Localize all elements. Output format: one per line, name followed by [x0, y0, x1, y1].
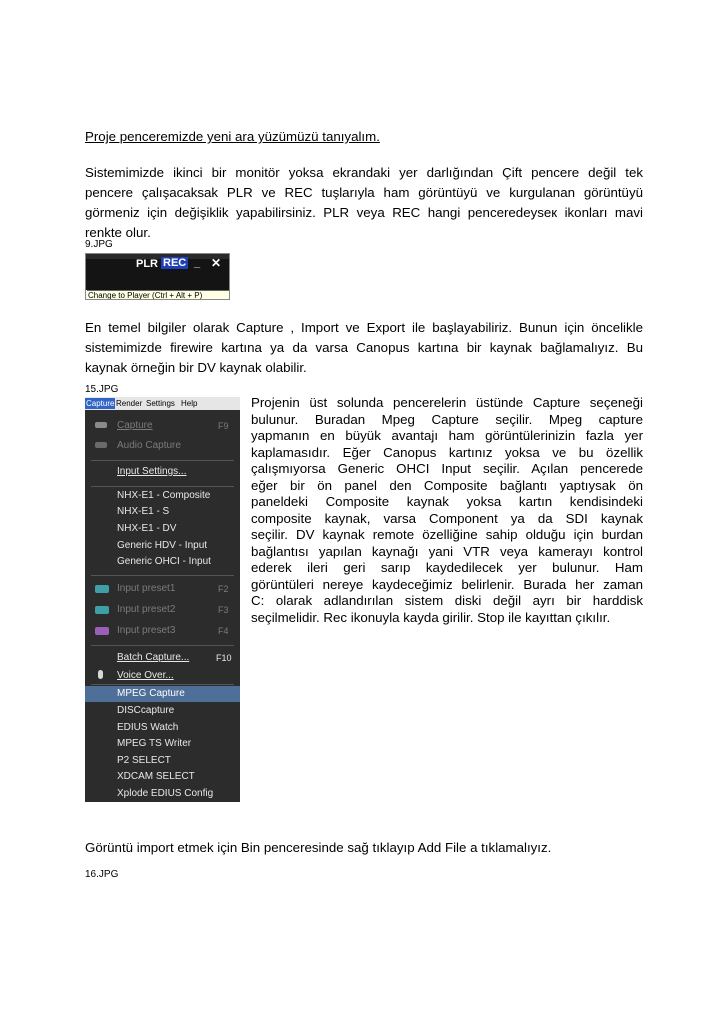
menu-item-mpeg-ts-writer[interactable]: MPEG TS Writer	[117, 738, 192, 749]
description-line: seçilir. DV kaynak remote özelliğine sahip olduğu için burdan	[251, 527, 643, 542]
menu-item-generic-hdv[interactable]: Generic HDV - Input	[117, 540, 208, 551]
capture-description	[251, 395, 643, 626]
basics-line: kaynak örneğin bir DV kaynak olabilir.	[85, 360, 307, 375]
description-line: bağlantısı yapılan kaynağı yani VTR veya kamerayı kontrol	[251, 543, 643, 559]
menu-item-disccapture[interactable]: DISCcapture	[117, 705, 175, 716]
import-paragraph: Görüntü import etmek için Bin penceresinde sağ tıklayıp Add File a tıklamalıyız.	[85, 840, 552, 855]
basics-paragraph	[85, 318, 643, 378]
window-titlebar	[86, 254, 230, 290]
figure-caption: 16.JPG	[85, 869, 119, 880]
menu-item-capture[interactable]: Capture F9	[85, 418, 240, 434]
menu-item-input-preset3[interactable]: Input preset3 F4	[85, 623, 240, 639]
capture-menu-screenshot	[85, 397, 240, 802]
menu-item-p2-select[interactable]: P2 SELECT	[117, 755, 171, 766]
plr-button[interactable]: PLR	[136, 258, 158, 270]
description-line: yapmanın en büyük avantajı ham görüntülerinizin fazla yer	[251, 428, 643, 443]
description-line: eğer bir ön panel den Composite bağlantı yaptıysak ön	[251, 477, 643, 493]
menu-item-input-preset1[interactable]: Input preset1 F2	[85, 581, 240, 597]
basics-line: En temel bilgiler olarak Capture , Import ve Export ile başlayabiliriz. Bunun için öncelikle	[85, 320, 643, 335]
input-preset-icon	[95, 585, 109, 593]
menu-item-xdcam-select[interactable]: XDCAM SELECT	[117, 771, 195, 782]
menu-item-nhx-s[interactable]: NHX-E1 - S	[117, 506, 170, 517]
menu-capture[interactable]: Capture	[86, 399, 115, 408]
input-preset-icon	[95, 627, 109, 635]
menu-bar	[85, 397, 240, 410]
menu-item-input-settings[interactable]: Input Settings...	[117, 466, 187, 477]
menu-item-batch-capture[interactable]: Batch Capture... F10	[117, 652, 232, 663]
menu-render[interactable]: Render	[116, 399, 143, 408]
description-line: görüntüleri nereye kaydeceğimiz belirlenir. Burada her zaman	[251, 576, 643, 592]
description-line: ederek ileri geri sarıp kaydedilecek yer bulunur. Ham	[251, 560, 643, 575]
section-heading: Proje penceremizde yeni ara yüzümüzü tanıyalım.	[85, 129, 380, 144]
description-line: çalışmıyorsa Generic OHCI Input seçilir. Açılan pencerede	[251, 461, 643, 476]
description-line: composite kaynak, varsa Component ya da SDI kaynak	[251, 510, 643, 526]
menu-item-input-preset2[interactable]: Input preset2 F3	[85, 602, 240, 618]
description-line: kaplamasıdır. Eğer Canopus kartınız yoksa ve bu özellik	[251, 444, 643, 460]
menu-item-nhx-dv[interactable]: NHX-E1 - DV	[117, 523, 177, 534]
plr-rec-screenshot	[85, 253, 230, 300]
menu-item-edius-watch[interactable]: EDIUS Watch	[117, 722, 179, 733]
menu-settings[interactable]: Settings	[146, 399, 175, 408]
description-line: C: olarak adlandırılan sistem diski değil ayrı bir harddisk	[251, 593, 643, 608]
intro-paragraph	[85, 163, 643, 243]
minimize-icon[interactable]: _	[194, 257, 201, 269]
figure-caption: 15.JPG	[85, 384, 119, 395]
description-line: seçilmelidir. Rec ikonuyla kayda girilir. Stop ile kayıttan çıkılır.	[251, 609, 611, 625]
basics-line: sistemimizde firewire kartına ya da varsa Canopus kartına bir kaynak bağlamalıyız. Bu	[85, 340, 643, 355]
intro-line: pencere çalışacaksak PLR ve REC tuşlarıyla ham görüntüyü ve kurgulanan görüntüyü	[85, 185, 643, 200]
tooltip: Change to Player (Ctrl + Alt + P)	[87, 290, 229, 300]
menu-item-generic-ohci[interactable]: Generic OHCI - Input	[117, 556, 211, 567]
menu-item-voice-over[interactable]: Voice Over...	[85, 668, 240, 684]
description-line: bulunur. Buradan Mpeg Capture seçilir. Mpeg capture	[251, 411, 643, 427]
description-line: Projenin üst solunda pencerelerin üstünde Capture seçeneği	[251, 395, 643, 410]
figure-caption: 9.JPG	[85, 239, 113, 250]
menu-item-nhx-composite[interactable]: NHX-E1 - Composite	[117, 490, 211, 501]
audio-capture-icon	[95, 442, 107, 448]
intro-line: görmeniz için değişiklik yapabilirsiniz. PLR veya REC hangi penceredeyseк ikonları mavi	[85, 205, 643, 220]
microphone-icon	[98, 670, 103, 679]
menu-item-audio-capture[interactable]: Audio Capture	[85, 438, 240, 454]
intro-line: renkte olur.	[85, 225, 151, 240]
menu-item-mpeg-capture[interactable]: MPEG Capture	[85, 686, 240, 702]
close-icon[interactable]: ✕	[211, 256, 222, 270]
menu-item-xplode-config[interactable]: Xplode EDIUS Config	[117, 788, 214, 799]
menu-help[interactable]: Help	[181, 399, 198, 408]
rec-button[interactable]: REC	[163, 257, 187, 269]
intro-line: Sistemimizde ikinci bir monitör yoksa ekrandaki yer darlığından Çift pencere değil tek	[85, 165, 643, 180]
capture-icon	[95, 422, 107, 428]
input-preset-icon	[95, 606, 109, 614]
description-line: paneldeki Composite kaynak yoksa kartın kendisindeki	[251, 494, 643, 509]
